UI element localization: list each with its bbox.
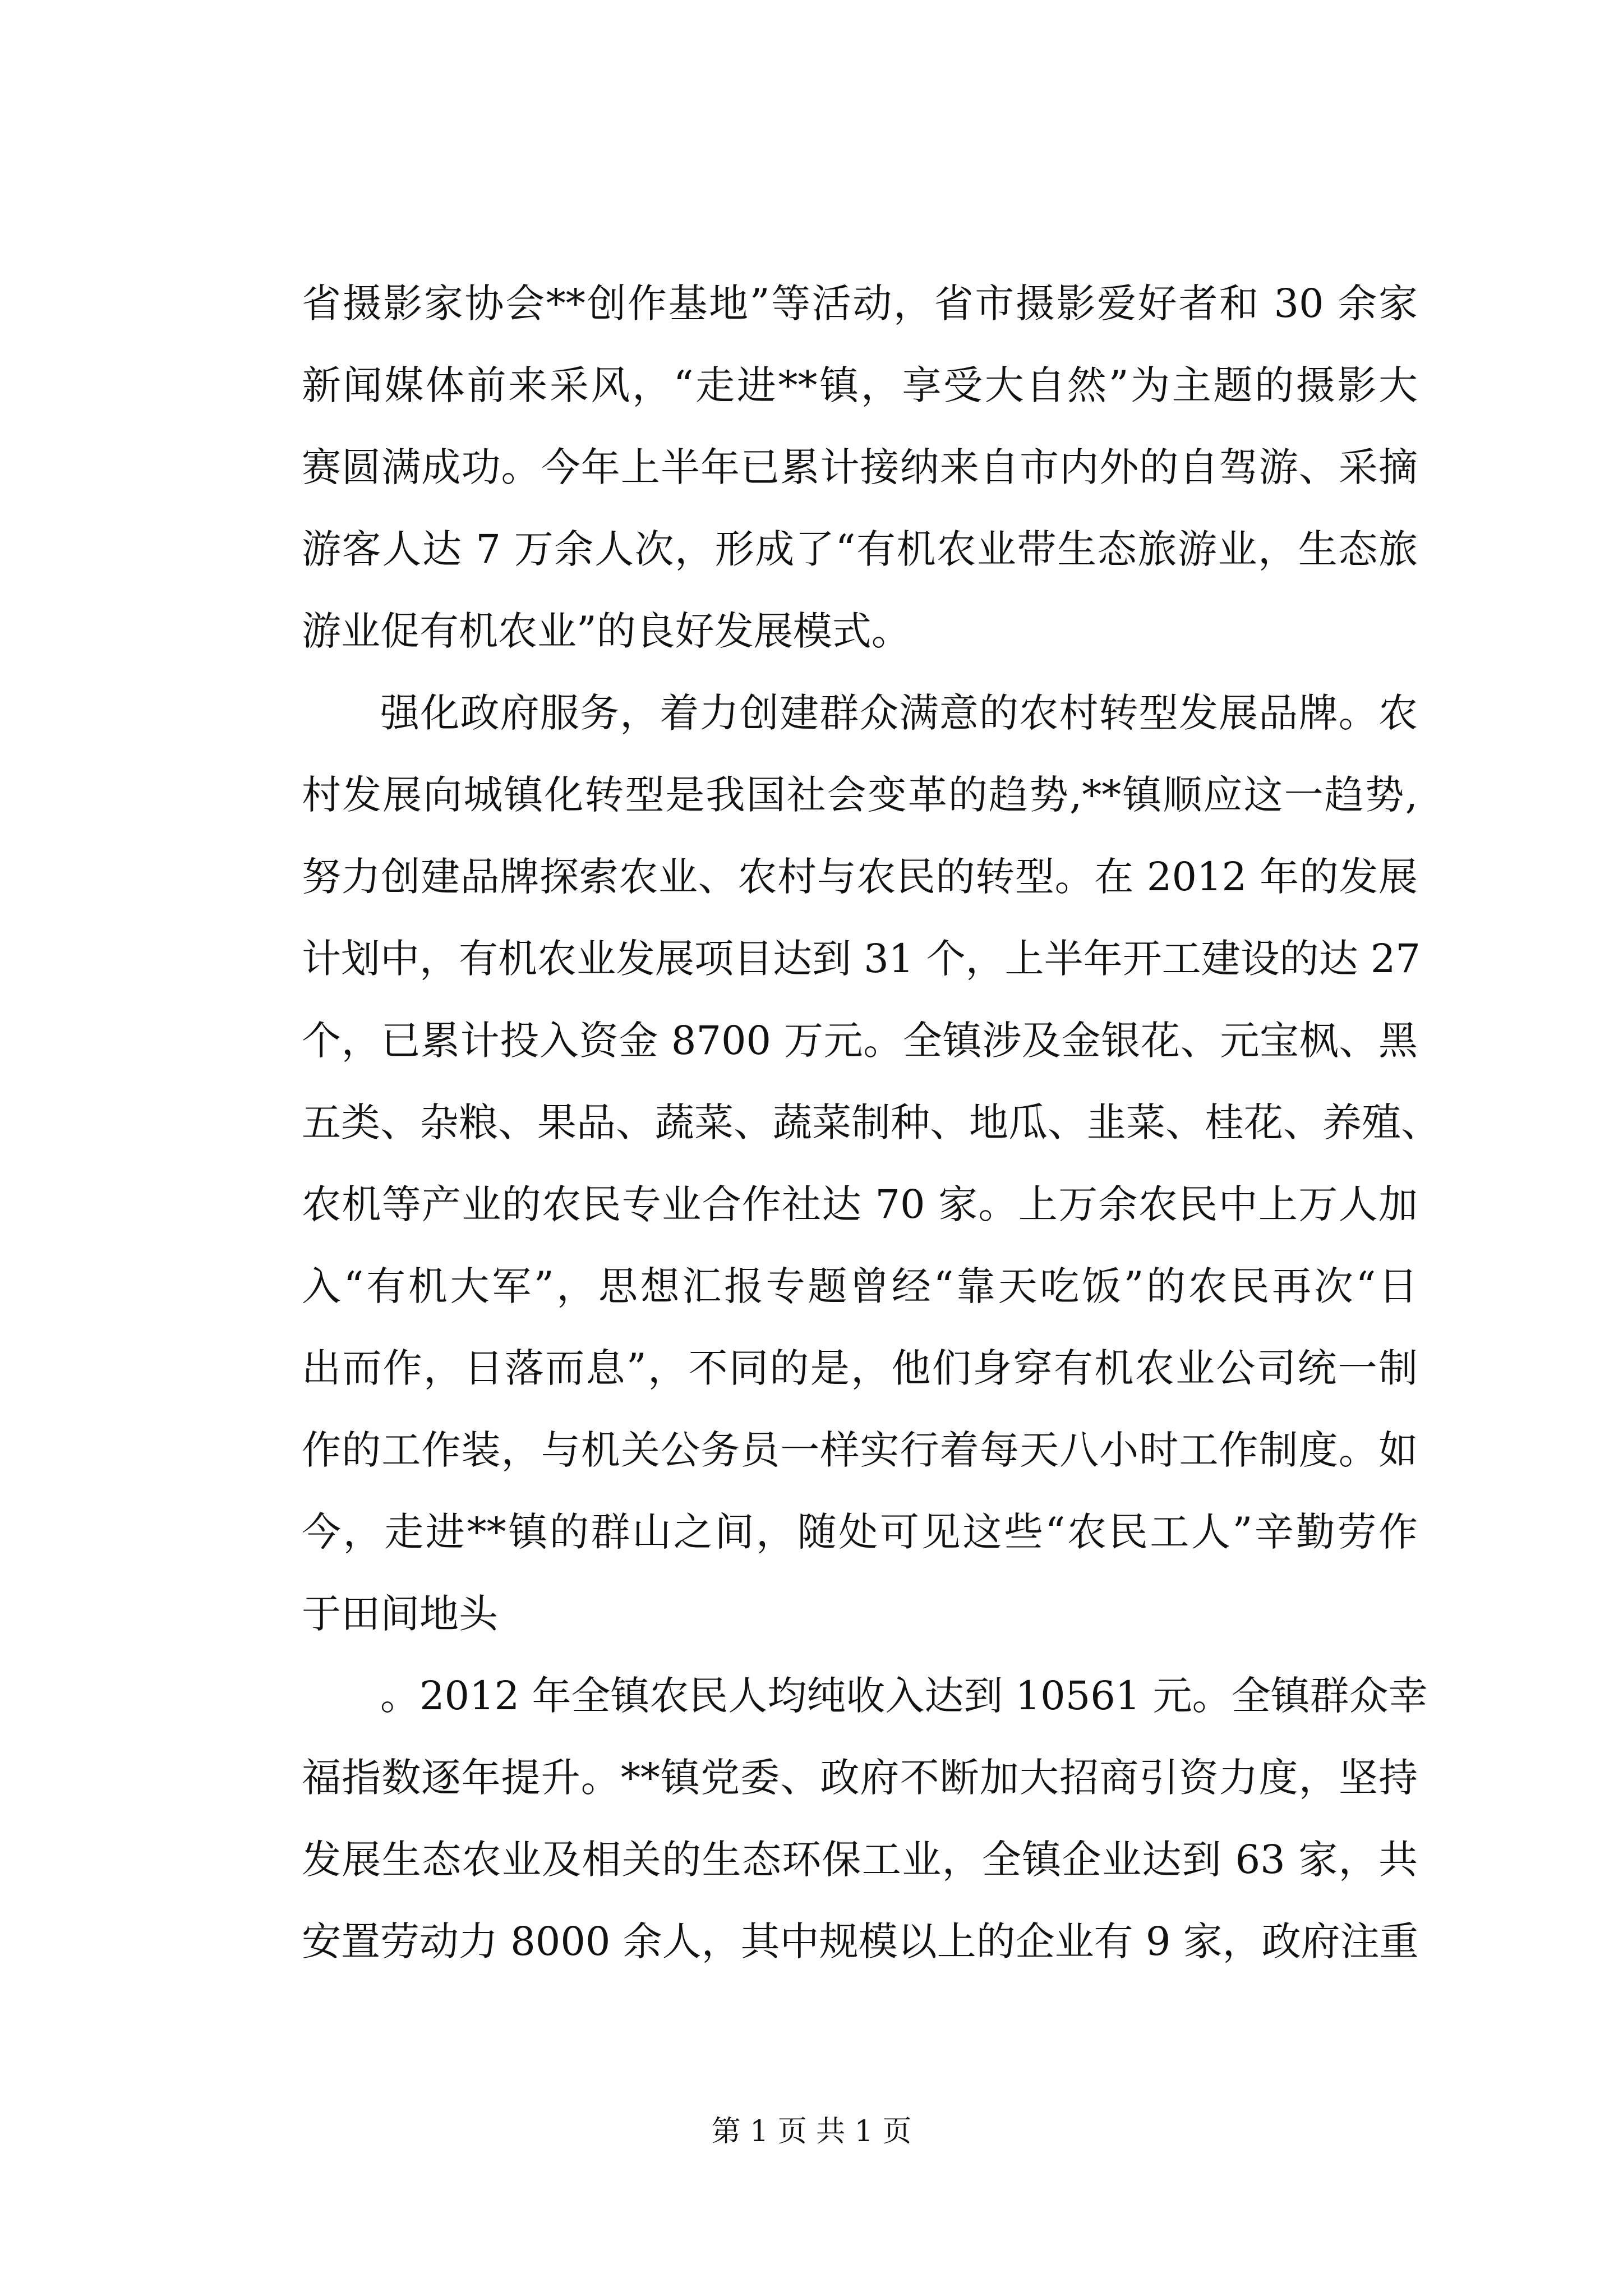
body-text-line: 发展生态农业及相关的生态环保工业，全镇企业达到 63 家，共 [302, 1837, 1418, 1883]
page-footer [0, 2115, 1623, 2148]
body-text-line: 游业促有机农业”的良好发展模式。 [302, 608, 911, 654]
document-body [302, 263, 1440, 1982]
body-text-line: 强化政府服务，着力创建群众满意的农村转型发展品牌。农 [380, 690, 1418, 736]
body-text-line: 福指数逐年提升。**镇党委、政府不断加大招商引资力度，坚持 [302, 1755, 1418, 1801]
body-text-line: 新闻媒体前来采风，“走进**镇，享受大自然”为主题的摄影大 [302, 362, 1418, 408]
body-text-line: 个，已累计投入资金 8700 万元。全镇涉及金银花、元宝枫、黑 [302, 1018, 1418, 1064]
body-text-line: 农机等产业的农民专业合作社达 70 家。上万余农民中上万人加 [302, 1181, 1418, 1227]
body-text-line: 于田间地头 [302, 1591, 498, 1637]
body-text-line: 五类、杂粮、果品、蔬菜、蔬菜制种、地瓜、韭菜、桂花、养殖、 [302, 1099, 1440, 1145]
body-text-line: 出而作，日落而息”，不同的是，他们身穿有机农业公司统一制 [302, 1345, 1418, 1391]
body-text-line: 赛圆满成功。今年上半年已累计接纳来自市内外的自驾游、采摘 [302, 444, 1418, 490]
page-number-label: 第 1 页 共 1 页 [711, 2115, 912, 2148]
body-text-line: 村发展向城镇化转型是我国社会变革的趋势,**镇顺应这一趋势, [302, 772, 1418, 818]
body-text-line: 。2012 年全镇农民人均纯收入达到 10561 元。全镇群众幸 [380, 1673, 1428, 1719]
body-text-line: 努力创建品牌探索农业、农村与农民的转型。在 2012 年的发展 [302, 854, 1418, 900]
body-text-line: 计划中，有机农业发展项目达到 31 个，上半年开工建设的达 27 [302, 936, 1421, 982]
body-text-line: 今，走进**镇的群山之间，随处可见这些“农民工人”辛勤劳作 [302, 1509, 1418, 1555]
body-text-line: 省摄影家协会**创作基地”等活动，省市摄影爱好者和 30 余家 [302, 280, 1418, 326]
body-text-line: 作的工作装，与机关公务员一样实行着每天八小时工作制度。如 [302, 1427, 1418, 1473]
body-text-line: 游客人达 7 万余人次，形成了“有机农业带生态旅游业，生态旅 [302, 526, 1418, 572]
body-text-line: 安置劳动力 8000 余人，其中规模以上的企业有 9 家，政府注重 [302, 1918, 1419, 1964]
body-text-line: 入“有机大军”，思想汇报专题曾经“靠天吃饭”的农民再次“日 [302, 1263, 1418, 1309]
